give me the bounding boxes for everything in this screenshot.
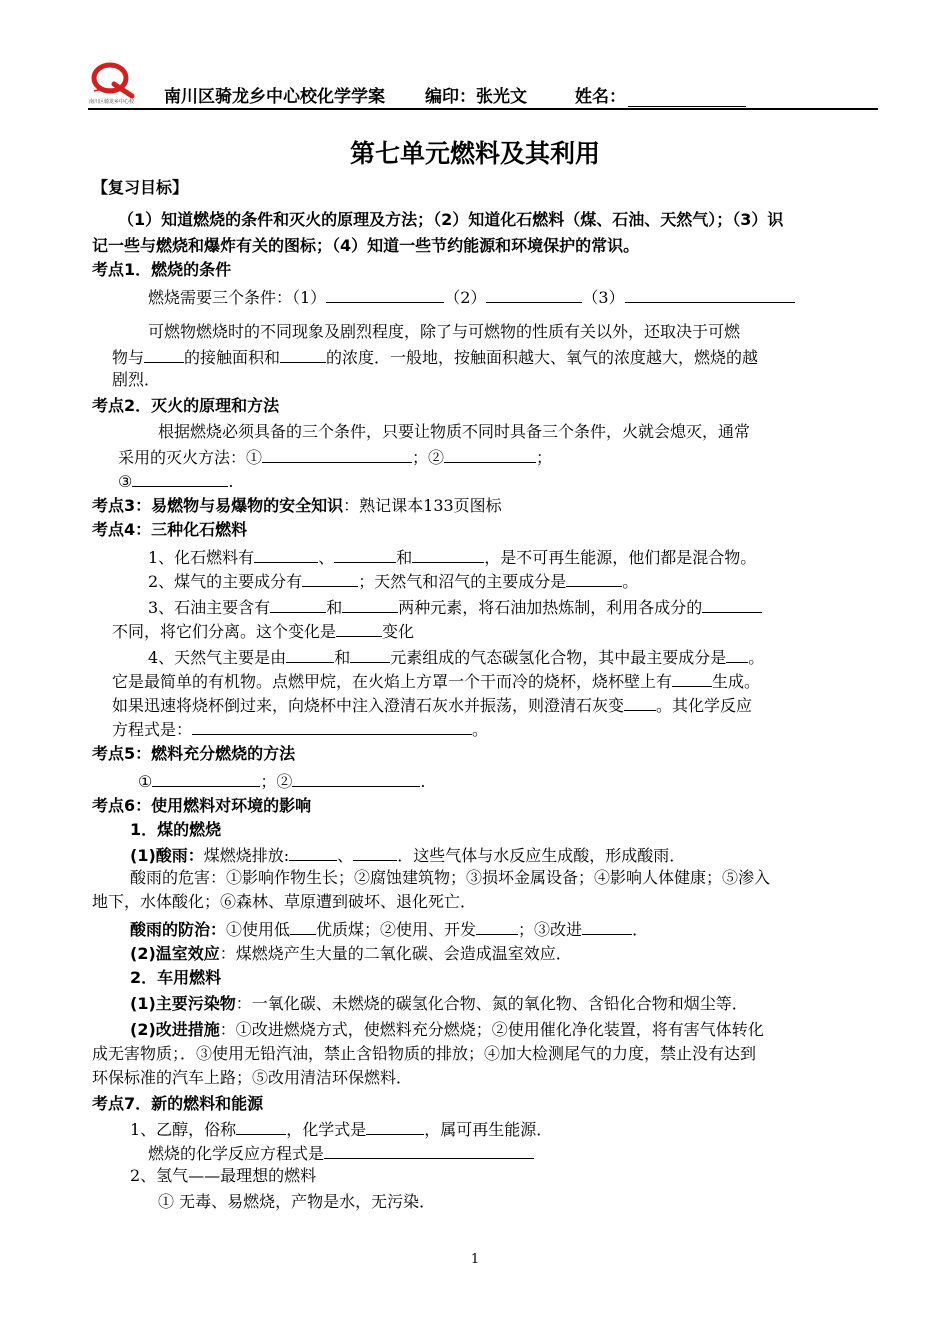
improvement-line-3: 环保标准的汽车上路；⑤改用清洁环保燃料．	[92, 1068, 413, 1087]
blank-no2[interactable]	[353, 842, 397, 861]
text: 物与	[112, 348, 145, 367]
kp2-para-3	[118, 468, 233, 494]
text: ：一氧化碳、未燃烧的碳氢化合物、氮的氧化物、含铅化合物和烟尘等．	[235, 994, 748, 1013]
blank-so2[interactable]	[289, 842, 337, 861]
acid-rain-line	[130, 842, 685, 868]
text: ①	[138, 772, 153, 791]
kp2-para-1: 根据燃烧必须具备的三个条件，只要让物质不同时具备三个条件，火就会熄灭，通常	[158, 422, 751, 441]
text: ：①改进燃烧方式，使燃料充分燃烧；②使用催化净化装置，将有害气体转化	[219, 1020, 764, 1039]
kp4-item-4c	[112, 692, 752, 718]
kp2-para-2	[118, 444, 552, 470]
kp4-item-3	[148, 594, 762, 620]
text: 。	[748, 648, 765, 667]
blank-common-name[interactable]	[236, 1116, 286, 1135]
blank-methane[interactable]	[566, 568, 622, 587]
kp6-heading: 考点6：使用燃料对环境的影响	[92, 796, 312, 815]
kp1-conditions	[148, 284, 795, 310]
text: 如果迅速将烧杯倒过来，向烧杯中注入澄清石灰水并振荡，则澄清石灰变	[112, 696, 625, 715]
blank-fossil-3[interactable]	[412, 544, 484, 563]
text: 优质煤；②使用、开发	[316, 920, 477, 939]
text: 。	[622, 572, 639, 591]
kp5-heading: 考点5：燃料充分燃烧的方法	[92, 744, 296, 763]
blank-condition-1[interactable]	[326, 284, 444, 303]
kp4-item-4d	[112, 716, 488, 742]
text: 。其化学反应	[656, 696, 753, 715]
header-rule	[88, 108, 878, 110]
acid-harm-line-2: 地下，水体酸化；⑥森林、草原遭到破坏、退化死亡．	[92, 892, 477, 911]
kp7-heading: 考点7．新的燃料和能源	[92, 1094, 264, 1113]
kp5-methods	[138, 768, 425, 794]
text: ；②	[412, 448, 445, 467]
kp1-para-3: 剧烈．	[112, 370, 161, 389]
text: 3、石油主要含有	[148, 598, 271, 617]
objective-line-1: （1）知道燃烧的条件和灭火的原理及方法；（2）知道化石燃料（煤、石油、天然气）；（3）识	[118, 210, 784, 229]
prevention-label: 酸雨的防治：	[130, 920, 227, 939]
text: 燃烧需要三个条件：（1）	[148, 288, 327, 307]
blank-fossil-1[interactable]	[254, 544, 318, 563]
kp4-item-4b	[112, 668, 760, 694]
blank-condition-2[interactable]	[486, 284, 582, 303]
text: ；	[536, 448, 553, 467]
objective-line-2: 记一些与燃烧和爆炸有关的图标；（4）知道一些节约能源和环境保护的常识。	[92, 236, 640, 255]
text: ，是不可再生能源，他们都是混合物。	[484, 548, 757, 567]
school-name: 南川区骑龙乡中心校化学学案	[164, 87, 385, 107]
pollutants-label: (1)主要污染物	[130, 994, 236, 1013]
kp2-heading: 考点2．灭火的原理和方法	[92, 396, 280, 415]
hydrogen-point-1: ① 无毒、易燃烧，产物是水，无污染．	[158, 1192, 436, 1211]
text: 、	[318, 548, 335, 567]
acid-prevention-line	[130, 916, 648, 942]
text: 2、煤气的主要成分有	[148, 572, 303, 591]
blank-combustion-1[interactable]	[152, 768, 260, 787]
text: 1、乙醇，俗称	[130, 1120, 237, 1139]
text: 元素组成的气态碳氢化合物，其中最主要成分是	[390, 648, 727, 667]
text: 。	[472, 720, 489, 739]
text: 它是最简单的有机物。点燃甲烷，在火焰上方罩一个干而冷的烧杯，烧杯壁上有	[112, 672, 673, 691]
text: 不同，将它们分离。这个变化是	[112, 622, 337, 641]
page-header	[88, 60, 878, 110]
blank-ng-element-2[interactable]	[350, 644, 390, 663]
blank-oil-element-2[interactable]	[342, 594, 398, 613]
blank-turbid[interactable]	[624, 692, 656, 711]
kp4-item-2	[148, 568, 638, 594]
blank-oil-element-1[interactable]	[270, 594, 326, 613]
text: 和	[326, 598, 343, 617]
text: ①使用低	[226, 920, 291, 939]
review-heading: 【复习目标】	[92, 178, 189, 197]
blank-ethanol-equation[interactable]	[324, 1140, 534, 1159]
text: 煤燃烧排放:	[203, 846, 290, 865]
blank-method-2[interactable]	[444, 444, 536, 463]
text: 生成。	[712, 672, 761, 691]
kp4-item-3b	[112, 618, 414, 644]
name-label: 姓名：	[575, 87, 626, 107]
improvement-line-2: 成无害物质；．③使用无铅汽油，禁止含铅物质的排放；④加大检测尾气的力度，禁止没有达到	[92, 1044, 757, 1063]
blank-method-1[interactable]	[262, 444, 412, 463]
page-title: 第七单元燃料及其利用	[349, 139, 600, 168]
school-logo-icon	[88, 60, 136, 106]
blank-gas-component[interactable]	[302, 568, 358, 587]
blank-water-drops[interactable]	[672, 668, 712, 687]
blank-method-3[interactable]	[132, 468, 228, 487]
blank-low-sulfur[interactable]	[290, 916, 316, 935]
page-number: 1	[470, 1252, 480, 1267]
text: ；天然气和沼气的主要成分是	[358, 572, 567, 591]
text: 采用的灭火方法：①	[118, 448, 263, 467]
text: 的接触面积和	[184, 348, 281, 367]
improvement-line-1	[130, 1018, 764, 1042]
kp4-item-4	[148, 644, 764, 670]
text: ；③改进	[518, 920, 583, 939]
blank-equation[interactable]	[192, 716, 472, 735]
name-blank[interactable]	[628, 90, 746, 107]
blank-main-component[interactable]	[726, 644, 748, 663]
acid-harm-line-1: 酸雨的危害：①影响作物生长；②腐蚀建筑物；③损坏金属设备；④影响人体健康；⑤渗入	[130, 868, 771, 887]
blank-formula[interactable]	[366, 1116, 424, 1135]
text: .	[228, 472, 234, 491]
blank-boiling-point[interactable]	[702, 594, 762, 613]
text: 1、化石燃料有	[148, 548, 255, 567]
text: 和	[396, 548, 413, 567]
text: 的浓度．一般地，按触面积越大、氧气的浓度越大，燃烧的越	[326, 348, 759, 367]
text: 燃烧的化学反应方程式是	[148, 1144, 325, 1163]
header-line	[164, 82, 746, 107]
kp1-heading: 考点1．燃烧的条件	[92, 260, 232, 279]
pollutants-line	[130, 992, 748, 1016]
text: ③	[118, 472, 133, 491]
kp1-para-1: 可燃物燃烧时的不同现象及剧烈程度，除了与可燃物的性质有关以外，还取决于可燃	[148, 322, 741, 341]
kp4-item-1	[148, 544, 756, 570]
blank-concentration[interactable]	[280, 344, 326, 363]
blank-fossil-2[interactable]	[334, 544, 396, 563]
kp3-line	[92, 494, 502, 518]
blank-condition-3[interactable]	[625, 284, 795, 303]
text: .	[420, 772, 426, 791]
blank-contact[interactable]	[144, 344, 184, 363]
blank-combustion-2[interactable]	[292, 768, 420, 787]
kp3-heading: 考点3：易燃物与易爆物的安全知识	[92, 496, 344, 515]
improvement-label: (2)改进措施	[130, 1020, 220, 1039]
text: ：煤燃烧产生大量的二氧化碳、会造成温室效应．	[219, 944, 572, 963]
text: 和	[334, 648, 351, 667]
text: （3）	[582, 288, 625, 307]
text: 、	[337, 846, 354, 865]
text: ；②	[260, 772, 293, 791]
text: ，化学式是	[286, 1120, 367, 1139]
editor-label: 编印：张光文	[425, 87, 527, 107]
text: ．这些气体与水反应生成酸，形成酸雨．	[397, 846, 686, 865]
kp3-text: ：熟记课本133页图标	[343, 496, 502, 515]
greenhouse-label: (2)温室效应	[130, 944, 220, 963]
ethanol-line	[130, 1116, 552, 1142]
blank-improve[interactable]	[582, 916, 632, 935]
text: 两种元素，将石油加热炼制，利用各成分的	[398, 598, 703, 617]
text: 4、天然气主要是由	[148, 648, 287, 667]
kp6-section-1: 1．煤的燃烧	[130, 820, 222, 839]
hydrogen-heading: 2、氢气——最理想的燃料	[130, 1166, 317, 1185]
greenhouse-line	[130, 942, 572, 966]
blank-change-type[interactable]	[336, 618, 382, 637]
text: ．	[632, 920, 649, 939]
acid-rain-label: (1)酸雨：	[130, 846, 204, 865]
blank-clean-energy[interactable]	[476, 916, 518, 935]
kp1-para-2	[112, 344, 758, 370]
text: ，属可再生能源．	[424, 1120, 553, 1139]
text: 方程式是：	[112, 720, 193, 739]
text: （2）	[444, 288, 487, 307]
blank-ng-element-1[interactable]	[286, 644, 334, 663]
kp4-heading: 考点4：三种化石燃料	[92, 520, 248, 539]
ethanol-equation-line	[148, 1140, 534, 1166]
logo-text: 南川区骑龙乡中心校	[89, 99, 135, 105]
text: 变化	[382, 622, 415, 641]
kp6-section-2: 2．车用燃料	[130, 968, 222, 987]
